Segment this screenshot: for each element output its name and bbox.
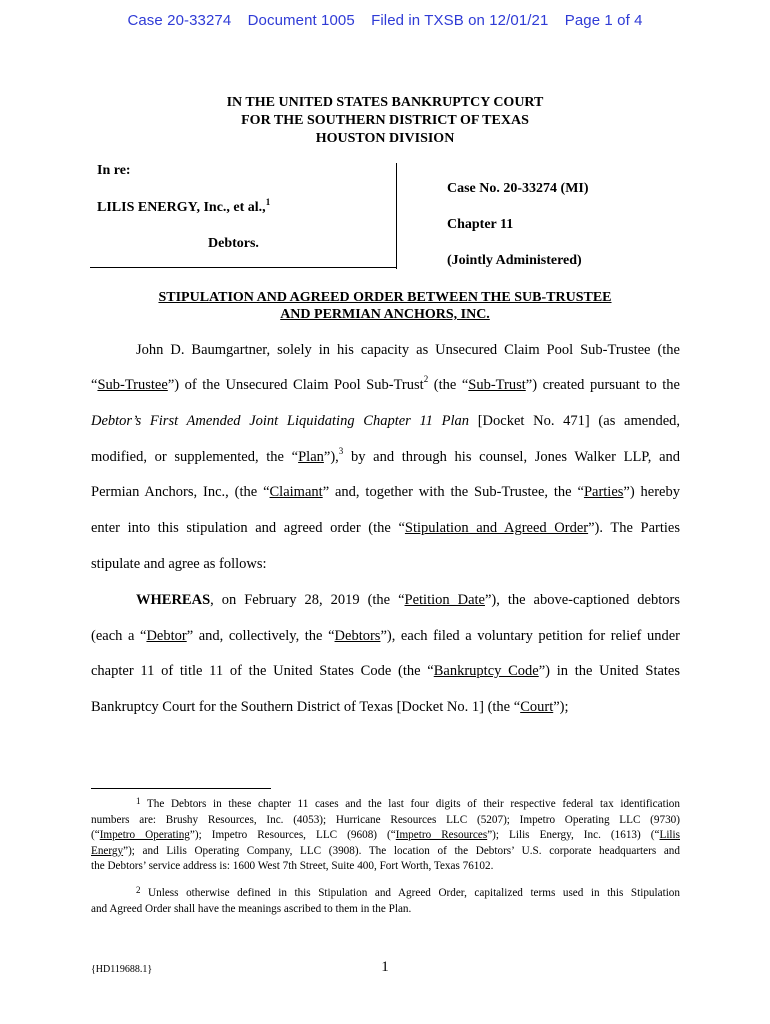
footnote-ref-2: 2: [423, 374, 429, 384]
footnote-ref-1: 1: [265, 197, 271, 207]
para2-line-1: WHEREAS, on February 28, 2019 (the “Petition Date”), the above-captioned debtors: [136, 592, 680, 608]
para1-line-7: stipulate and agree as follows:: [91, 556, 267, 572]
whereas-label: WHEREAS: [136, 592, 211, 608]
defined-term-court: Court: [520, 699, 554, 715]
court-line-3: HOUSTON DIVISION: [315, 131, 455, 146]
footnote-1-line-3: (“Impetro Operating”); Impetro Resources, LLC (9608) (“Impetro Resources”); Lilis Energy, Inc. (1613) (“Lilis: [91, 829, 680, 841]
footnote-2: [91, 886, 680, 917]
para1-line-3: Debtor’s First Amended Joint Liquidating Chapter 11 Plan [Docket No. 471] (as amended,: [91, 413, 680, 429]
stamp-filed: Filed in TXSB on 12/01/21: [371, 12, 549, 29]
para1-line-2: “Sub-Trustee”) of the Unsecured Claim Pool Sub-Trust$^2$ (the “Sub-Trust”) created pursuant to the: [91, 374, 680, 393]
plan-title: Debtor’s First Amended Joint Liquidating Chapter 11 Plan: [91, 413, 470, 429]
para1-line-5: Permian Anchors, Inc., (the “Claimant” and, together with the Sub-Trustee, the “Parties”) hereby: [91, 484, 680, 500]
caption-divider-horizontal: [90, 267, 397, 268]
title-line-2: AND PERMIAN ANCHORS, INC.: [280, 307, 490, 322]
para2-line-4: Bankruptcy Court for the Southern District of Texas [Docket No. 1] (the “Court”);: [91, 699, 569, 715]
filing-stamp: [0, 12, 770, 29]
defined-term-plan: Plan: [298, 449, 324, 465]
stamp-page: Page 1 of 4: [564, 12, 643, 29]
footnote-1: [91, 797, 680, 875]
footnote-1-line-2: numbers are: Brushy Resources, Inc. (4053); Hurricane Resources LLC (5207); Impetro Operating LLC (9730): [91, 813, 680, 826]
defined-term-petition-date: Petition Date: [404, 592, 485, 608]
defined-term-sub-trust: Sub-Trust: [468, 377, 526, 393]
title-line-1: STIPULATION AND AGREED ORDER BETWEEN THE SUB-TRUSTEE: [158, 290, 612, 305]
footnote-separator: [91, 788, 271, 789]
footnote-1-line-5: the Debtors’ service address is: 1600 West 7th Street, Suite 400, Fort Worth, Texas 76102.: [91, 860, 494, 872]
document-id: {HD119688.1}: [91, 964, 153, 975]
footnote-2-line-2: and Agreed Order shall have the meanings ascribed to them in the Plan.: [91, 902, 412, 915]
footnote-1-number: 1: [136, 796, 141, 806]
defined-term-claimant: Claimant: [269, 484, 323, 500]
para2-line-2: (each a “Debtor” and, collectively, the “Debtors”), each filed a voluntary petition for relief under: [91, 628, 680, 644]
in-re-label: In re:: [97, 163, 131, 178]
para2-line-3: chapter 11 of title 11 of the United States Code (the “Bankruptcy Code”) in the United States: [91, 663, 681, 679]
caption-divider-vertical: [396, 163, 397, 269]
defined-term-debtors: Debtors: [334, 628, 381, 644]
debtors-label: Debtors.: [208, 236, 259, 251]
page-number: 1: [381, 959, 389, 975]
stamp-case: Case 20-33274: [127, 12, 232, 29]
court-line-1: IN THE UNITED STATES BANKRUPTCY COURT: [226, 95, 544, 110]
footnote-2-number: 2: [136, 885, 141, 895]
defined-term-stipulation: Stipulation and Agreed Order: [404, 520, 589, 536]
para1-line-6: enter into this stipulation and agreed order (the “Stipulation and Agreed Order”). The Parties: [91, 520, 680, 536]
defined-term-bankruptcy-code: Bankruptcy Code: [433, 663, 539, 679]
debtor-name: LILIS ENERGY, Inc., et al.,$^1$: [97, 197, 271, 215]
defined-term-parties: Parties: [583, 484, 624, 500]
court-line-2: FOR THE SOUTHERN DISTRICT OF TEXAS: [241, 113, 529, 128]
document-title: [0, 289, 770, 323]
defined-term-sub-trustee: Sub-Trustee: [97, 377, 168, 393]
para1-line-1: John D. Baumgartner, solely in his capacity as Unsecured Claim Pool Sub-Trustee (the: [136, 342, 680, 358]
administration-label: (Jointly Administered): [447, 253, 582, 268]
chapter-label: Chapter 11: [447, 217, 514, 232]
para1-line-4: modified, or supplemented, the “Plan”),$^3$ by and through his counsel, Jones Walker LLP, and: [91, 446, 681, 465]
footnote-2-line-1: $^2$ Unless otherwise defined in this Stipulation and Agreed Order, capitalized terms used in this Stipulation: [136, 885, 680, 899]
defined-term-debtor: Debtor: [146, 628, 187, 644]
footnote-1-line-4: Energy”); and Lilis Operating Company, LLC (3908). The location of the Debtors’ U.S. corporate headquarters and: [91, 844, 680, 857]
case-number: Case No. 20-33274 (MI): [447, 181, 589, 196]
footnote-1-line-1: $^1$ The Debtors in these chapter 11 cases and the last four digits of their respective federal tax identification: [136, 796, 680, 810]
footnote-ref-3: 3: [338, 446, 344, 456]
stamp-document: Document 1005: [247, 12, 355, 29]
court-heading: [0, 94, 770, 148]
